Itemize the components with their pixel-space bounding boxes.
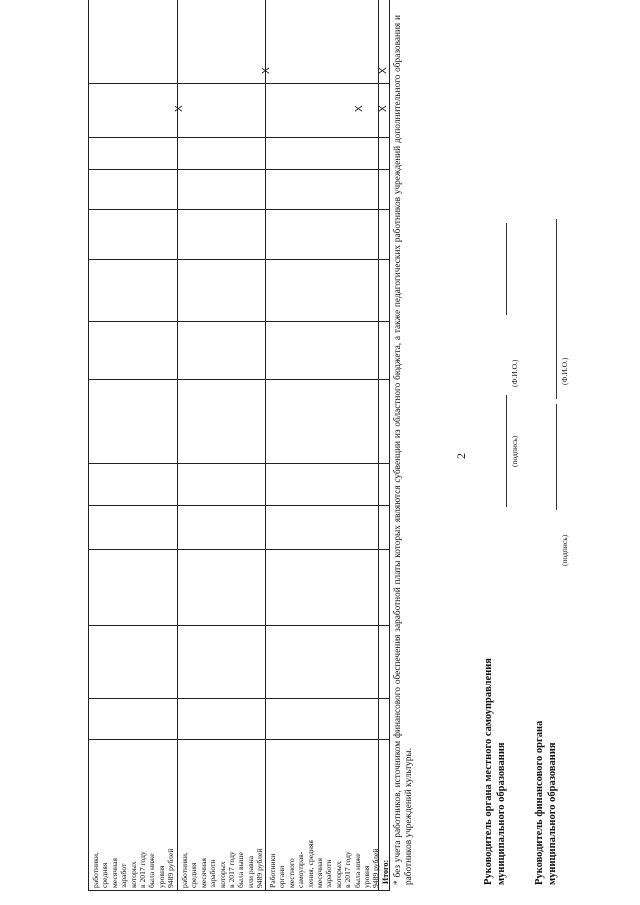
row-divider — [265, 0, 266, 890]
data-table — [88, 0, 390, 891]
page-number: 2 — [454, 453, 468, 459]
x-mark: X — [174, 105, 185, 112]
name-line — [506, 223, 507, 315]
signature-caption: (подпись) — [510, 435, 519, 467]
signature-caption: (подпись) — [560, 534, 569, 566]
name-caption: (Ф.И.О.) — [510, 359, 519, 387]
signature-title-head-finance: Руководитель финансового органа муниципального образования — [534, 720, 558, 885]
column-divider — [89, 698, 389, 699]
x-mark: X — [378, 105, 389, 112]
column-divider — [89, 505, 389, 506]
signature-line — [506, 395, 507, 507]
column-divider — [89, 625, 389, 626]
row-label-local-government: Работники органи местного самоуправ- ления, средняя месячная заработн которых в 2017 году была ниже уровня 9489 рублей — [268, 840, 381, 888]
signature-title-head-local-government: Руководитель органа местного самоуправления муниципального образования — [483, 658, 507, 885]
column-divider — [89, 169, 389, 170]
column-divider — [89, 739, 389, 740]
column-divider — [89, 259, 389, 260]
row-divider — [177, 0, 178, 890]
name-caption: (Ф.И.О.) — [560, 357, 569, 385]
column-divider — [89, 463, 389, 464]
column-divider — [89, 549, 389, 550]
column-divider — [89, 137, 389, 138]
footnote: * без учета работников, источником финансового обеспечения заработной платы которых являются субвенции из областного бюджета, а также педагогических работников учреждений дополнительного образования и работников учреждений культуры. — [393, 15, 414, 885]
column-divider — [89, 379, 389, 380]
name-line — [556, 219, 557, 399]
total-row-label: Итого: — [381, 859, 390, 884]
signature-line — [556, 404, 557, 510]
row-label-above-threshold: работники, средняя месячная заработн которых в 2017 году была выше или равна 9489 рублей — [180, 848, 265, 888]
column-divider — [89, 321, 389, 322]
x-mark: X — [261, 67, 272, 74]
x-mark: X — [354, 105, 365, 112]
column-divider — [89, 83, 389, 84]
x-mark: X — [378, 67, 389, 74]
column-divider — [89, 209, 389, 210]
row-label-below-threshold: работники, средняя месячная заработ которых в 2017 году была ниже уровня 9489 рублей — [91, 848, 176, 888]
